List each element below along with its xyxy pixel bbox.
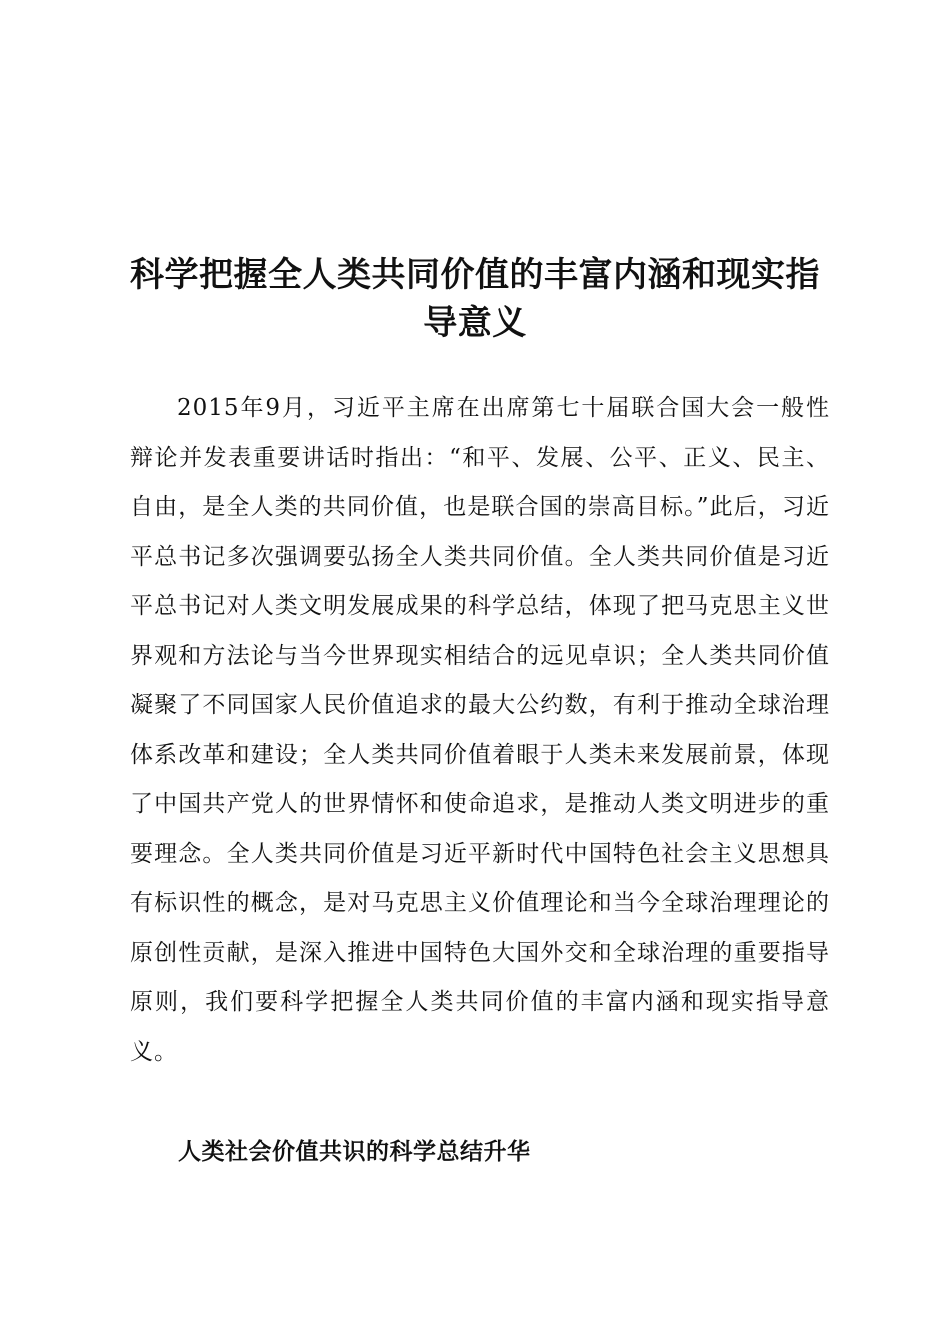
body-paragraph: 2015年9月，习近平主席在出席第七十届联合国大会一般性辩论并发表重要讲话时指出：“和平、发展、公平、正义、民主、自由，是全人类的共同价值，也是联合国的崇高目标。”此后，习近平总书记多次强调要弘扬全人类共同价值。全人类共同价值是习近平总书记对人类文明发展成果的科学总结，体现了把马克思主义世界观和方法论与当今世界现实相结合的远见卓识；全人类共同价值凝聚了不同国家人民价值追求的最大公约数，有利于推动全球治理体系改革和建设；全人类共同价值着眼于人类未来发展前景，体现了中国共产党人的世界情怀和使命追求，是推动人类文明进步的重要理念。全人类共同价值是习近平新时代中国特色社会主义思想具有标识性的概念，是对马克思主义价值理论和当今全球治理理论的原创性贡献，是深入推进中国特色大国外交和全球治理的重要指导原则，我们要科学把握全人类共同价值的丰富内涵和现实指导意义。 [130,395,830,1065]
section-heading: 人类社会价值共识的科学总结升华 [178,1139,531,1165]
document-title: 科学把握全人类共同价值的丰富内涵和现实指导意义 [130,254,820,343]
